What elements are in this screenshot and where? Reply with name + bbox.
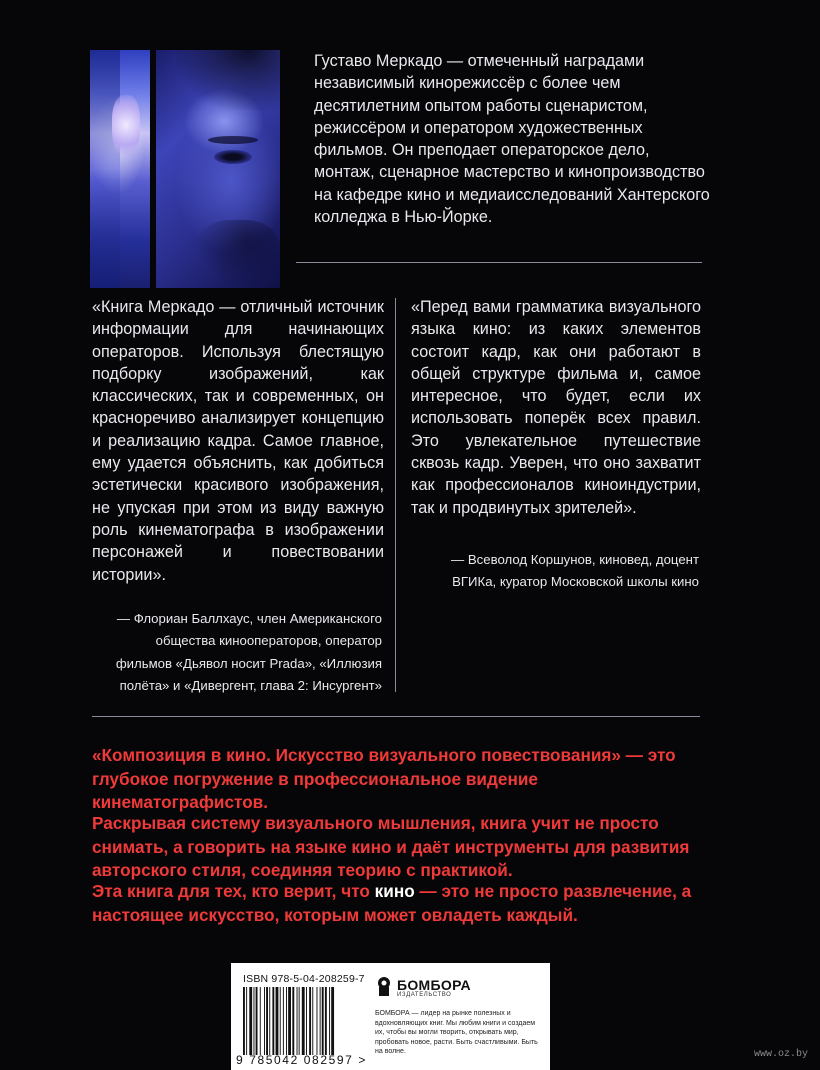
attribution-line: общества кинооператоров, оператор (155, 633, 382, 649)
promo-text: Эта книга для тех, кто верит, что (92, 881, 375, 901)
barcode-bars (243, 987, 367, 1055)
attribution-line: — Флориан Баллхаус, член Американского (116, 611, 382, 626)
author-bio: Густаво Меркадо — отмеченный наградами независимый кинорежиссёр с более чем десятилетним опытом работы сценаристом, режиссёром и оператором художественных фильмов. Он преподает операторское дело, монтаж, сценарное мастерство и кинопроизводство на кафедре кино и медиаисследований Хантерского колледжа в Нью-Йорке. (314, 52, 710, 227)
section-divider (92, 716, 700, 717)
column-divider (395, 298, 396, 692)
publisher-imprint: БОМБОРА — лидер на рынке полезных и вдохновляющих книг. Мы любим книги и создаем их, чтобы вы могли творить, открывать мир, пробовать новое, расти. Быть счастливыми. Быть на волне. (375, 1010, 538, 1056)
photo-eye (214, 150, 252, 164)
author-photo-portrait (156, 50, 280, 288)
attribution-line: — Всеволод Коршунов, киновед, доцент (451, 552, 699, 567)
photo-highlight (112, 95, 140, 155)
publisher-name: БОМБОРА (397, 977, 471, 993)
author-photo-left-strip (90, 50, 150, 288)
promo-text: — это не просто развлечение, а настоящее искусство, которым может овладеть каждый. (92, 881, 692, 925)
promo-paragraph-3 (92, 880, 712, 927)
photo-beard-shadow (196, 220, 280, 288)
attribution-line: фильмов «Дьявол носит Prada», «Иллюзия (115, 655, 382, 671)
barcode-panel (231, 963, 550, 1070)
barcode-digits: 9 785042 082597 > (236, 1053, 367, 1067)
bio-divider (296, 262, 702, 263)
promo-paragraph-1: «Композиция в кино. Искусство визуального повествования» — это глубокое погружение в профессиональное видение кинематографистов. (92, 745, 676, 812)
attribution-line: ВГИКа, куратор Московской школы кино (452, 574, 699, 590)
photo-brow (208, 136, 258, 144)
attribution-ballhaus (92, 608, 382, 697)
photo-hair-shadow (176, 50, 280, 110)
watermark: www.oz.by (753, 1049, 808, 1060)
attribution-korshunov (411, 549, 699, 594)
publisher-logo-icon (375, 975, 393, 997)
publisher-subtitle: ИЗДАТЕЛЬСТВО (397, 992, 452, 998)
isbn-label: ISBN 978-5-04-208259-7 (243, 973, 365, 985)
attribution-line: полёта» и «Дивергент, глава 2: Инсургент» (119, 677, 382, 693)
promo-paragraph-2: Раскрывая систему визуального мышления, книга учит не просто снимать, а говорить на языке кино и даёт инструменты для развития авторского стиля, соединяя теорию с практикой. (92, 813, 690, 880)
promo-highlight-word: кино (374, 881, 415, 901)
photo-shade (90, 50, 120, 288)
review-quote-korshunov: «Перед вами грамматика визуального языка кино: из каких элементов состоит кадр, как они работают в общей структуре фильма и, самое интересное, что будет, если их использовать поперёк всех правил. Это увлекательное путешествие сквозь кадр. Уверен, что оно захватит как профессионалов киноиндустрии, так и продвинутых зрителей». (411, 298, 701, 517)
review-quote-ballhaus: «Книга Меркадо — отличный источник информации для начинающих операторов. Используя блестящую подборку изображений, как классических, так и современных, он красноречиво анализирует концепцию и реализацию кадра. Самое главное, ему удается объяснить, как добиться эстетически красивого изображения, не упуская при этом из виду важную роль кинематографа в изображении персонажей и повествовании истории». (92, 298, 384, 584)
